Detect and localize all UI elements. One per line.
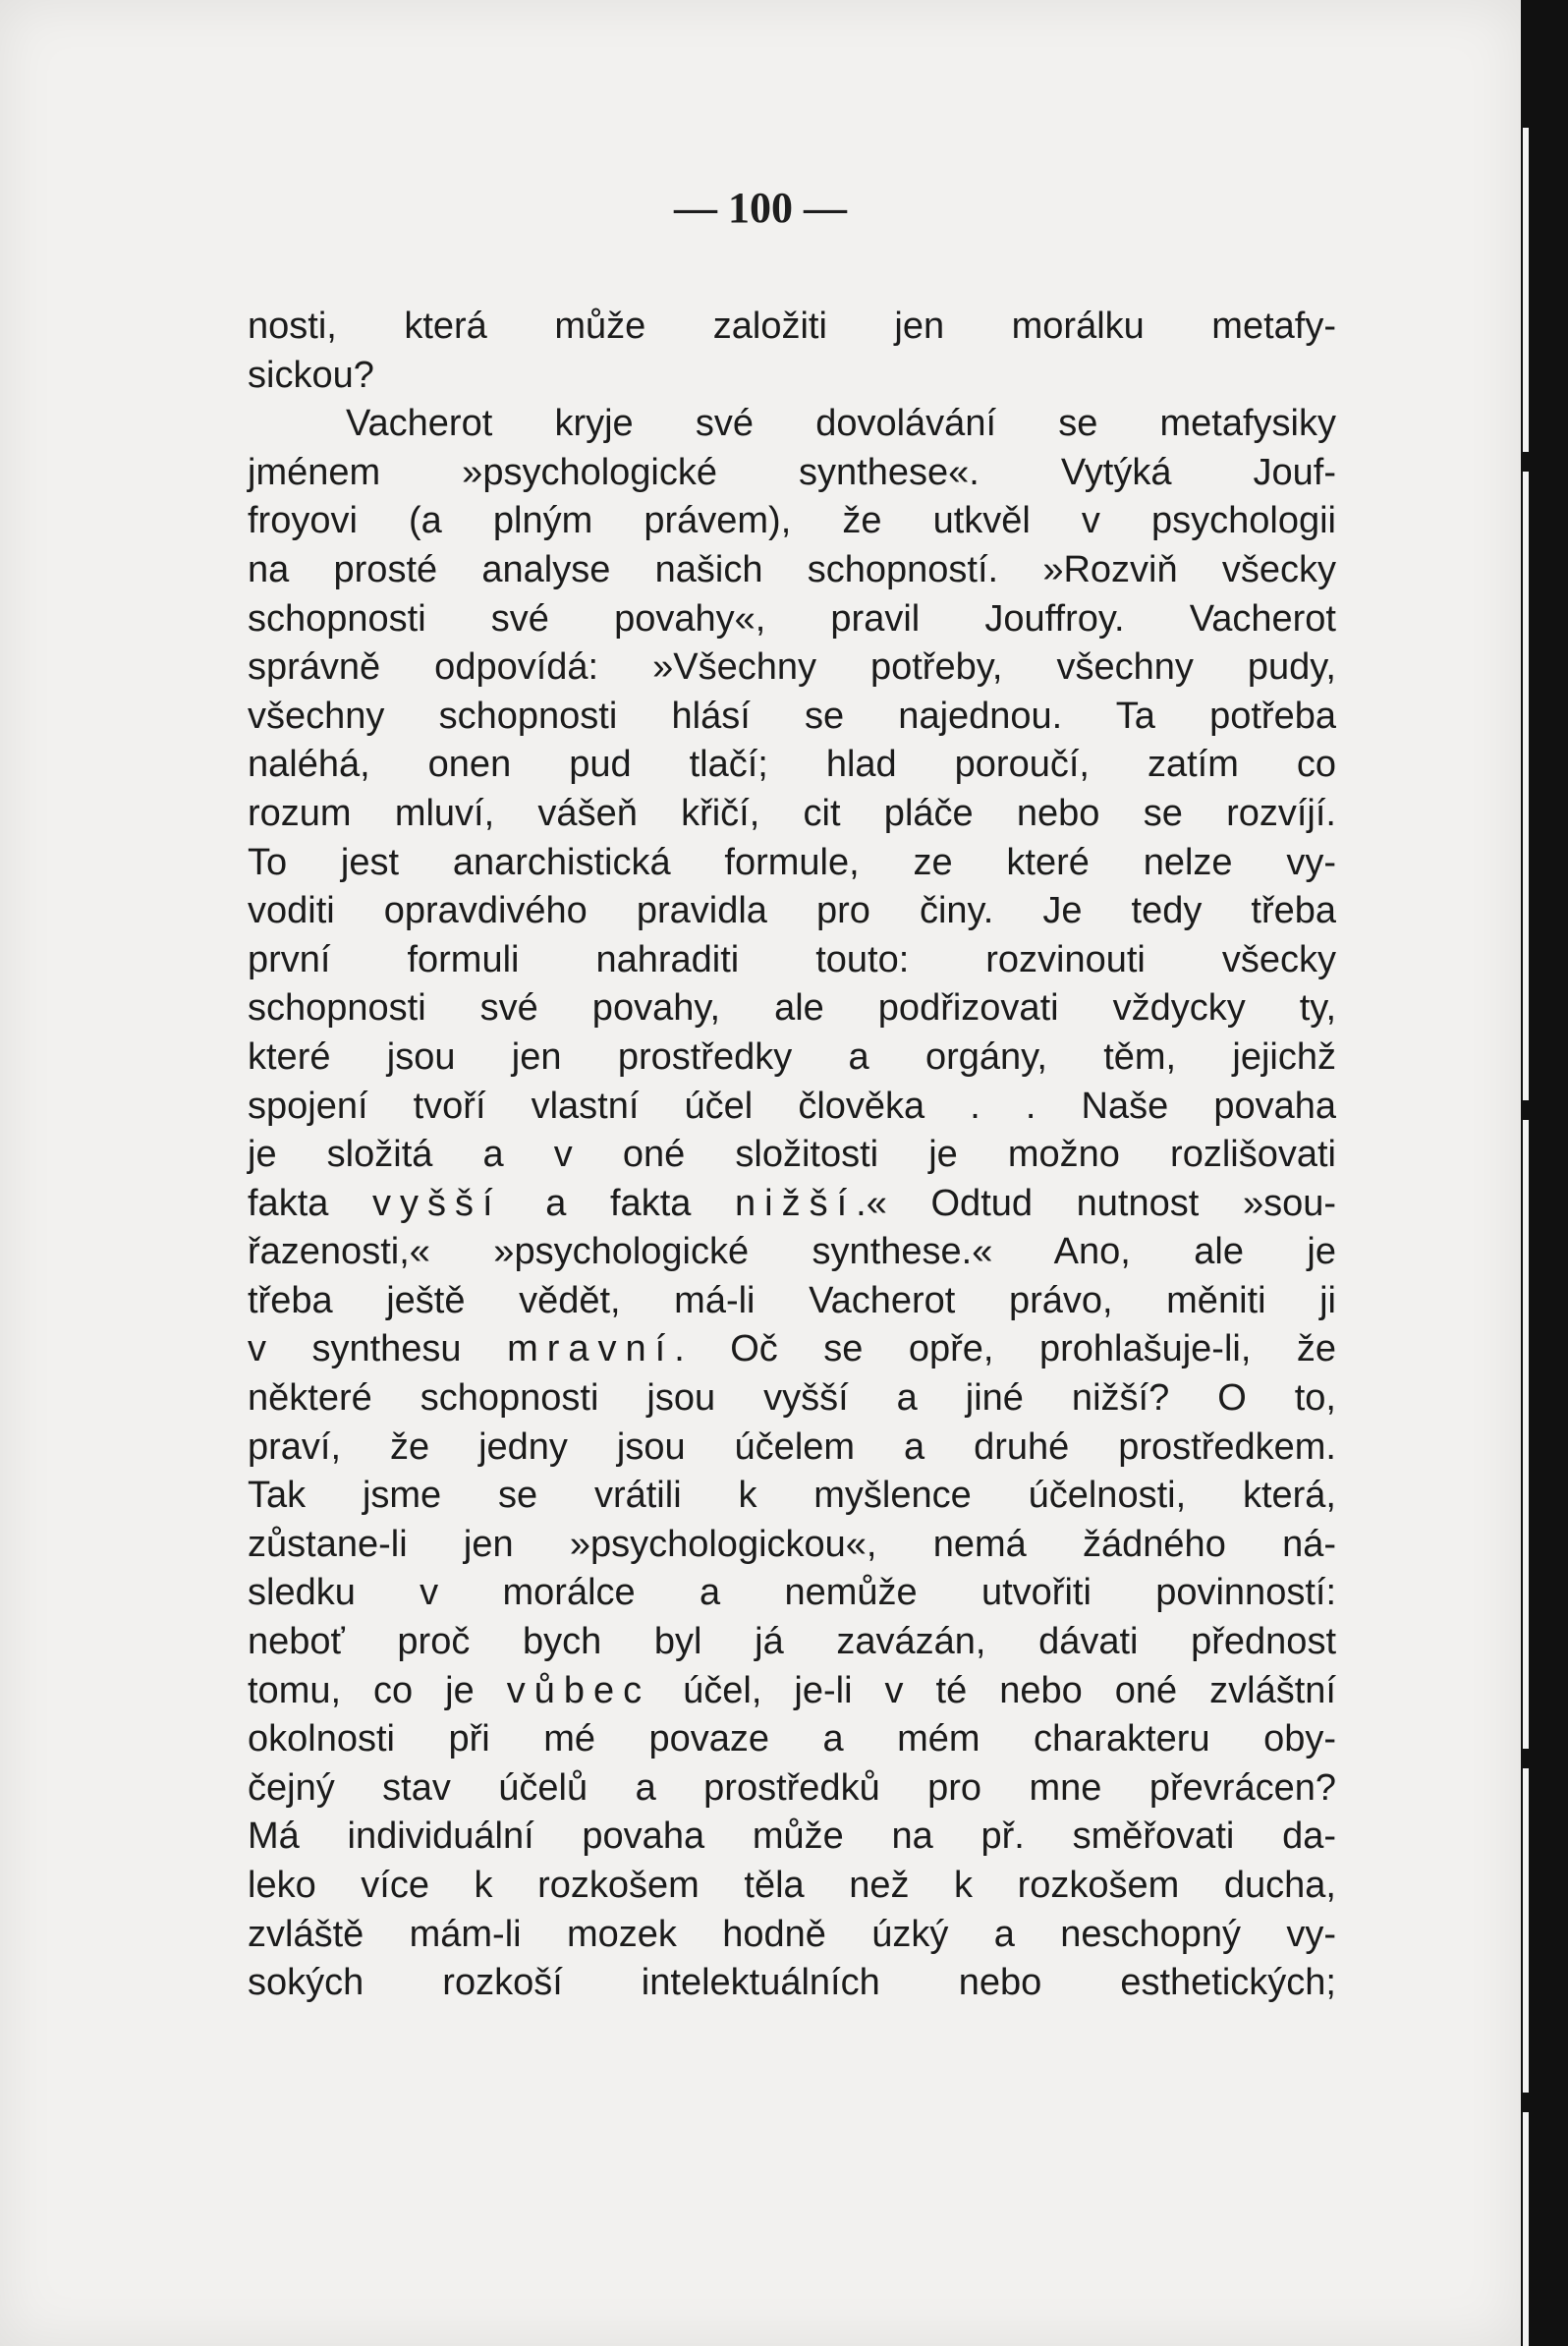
text-line: Tak jsme se vrátili k myšlence účelnosti, která, <box>248 1475 1336 1517</box>
text-run: .« Odtud nutnost »sou- <box>856 1182 1336 1224</box>
text-line: naléhá, onen pud tlačí; hlad poroučí, zatím co <box>248 744 1336 786</box>
text-line: na prosté analyse našich schopností. »Rozviň všecky <box>248 548 1336 590</box>
text-line: třeba ještě vědět, má-li Vacherot právo, měniti ji <box>248 1279 1336 1321</box>
text-run: a fakta <box>545 1182 692 1224</box>
text-line: které jsou jen prostředky a orgány, těm, jejichž <box>248 1035 1336 1078</box>
text-line <box>248 1180 1336 1229</box>
text-line: zůstane-li jen »psychologickou«, nemá žádného ná- <box>248 1523 1336 1565</box>
text-line: řazenosti,« »psychologické synthese.« Ano, ale je <box>248 1231 1336 1273</box>
text-line: sledku v morálce a nemůže utvořiti povinností: <box>248 1572 1336 1614</box>
text-line: správně odpovídá: »Všechny potřeby, všechny pudy, <box>248 646 1336 689</box>
text-line: sickou? <box>248 354 374 396</box>
text-line: čejný stav účelů a prostředků pro mne převrácen? <box>248 1766 1336 1809</box>
text-line: Má individuální povaha může na př. směřovati da- <box>248 1815 1336 1858</box>
text-line: leko více k rozkošem těla než k rozkošem ducha, <box>248 1865 1336 1906</box>
text-line: voditi opravdivého pravidla pro činy. Je tedy třeba <box>248 890 1336 932</box>
text-line: sokých rozkoší intelektuálních nebo esthetických; <box>248 1962 1336 2004</box>
text-line: rozum mluví, vášeň křičí, cit pláče nebo se rozvíjí. <box>248 792 1336 834</box>
text-line: některé schopnosti jsou vyšší a jiné nižší? O to, <box>248 1377 1336 1420</box>
body-text <box>248 303 1336 2008</box>
scan-edge-line <box>1523 472 1529 1100</box>
text-line: To jest anarchistická formule, ze které nelze vy- <box>248 841 1336 883</box>
emphasized-word: nižší <box>735 1182 857 1224</box>
text-line: neboť proč bych byl já zavázán, dávati přednost <box>248 1621 1336 1663</box>
text-line: okolnosti při mé povaze a mém charakteru oby- <box>248 1718 1336 1760</box>
emphasized-word: mravní <box>507 1328 675 1370</box>
text-line: je složitá a v oné složitosti je možno rozlišovati <box>248 1134 1336 1176</box>
text-run: v synthesu <box>248 1328 462 1370</box>
text-line: schopnosti své povahy, ale podřizovati vždycky ty, <box>248 987 1336 1030</box>
text-line: Vacherot kryje své dovolávání se metafysiky <box>346 403 1336 445</box>
text-run: tomu, co je <box>248 1669 475 1711</box>
text-line: zvláště mám-li mozek hodně úzký a neschopný vy- <box>248 1913 1336 1955</box>
scan-edge-line <box>1523 128 1529 452</box>
text-line: všechny schopnosti hlásí se najednou. Ta potřeba <box>248 695 1336 737</box>
text-line <box>248 1325 1336 1374</box>
text-line: froyovi (a plným právem), že utkvěl v psychologii <box>248 500 1336 542</box>
text-line: spojení tvoří vlastní účel člověka . . Naše povaha <box>248 1085 1336 1127</box>
text-line: praví, že jedny jsou účelem a druhé prostředkem. <box>248 1425 1336 1468</box>
text-line <box>248 1667 1336 1716</box>
emphasized-word: vyšší <box>372 1182 502 1224</box>
emphasized-word: vůbec <box>506 1669 651 1711</box>
page-number: — 100 — <box>674 184 847 232</box>
text-line: jménem »psychologické synthese«. Vytýká Jouf- <box>248 451 1336 493</box>
text-run: . Oč se opře, prohlašuje-li, že <box>674 1328 1337 1370</box>
text-run: fakta <box>248 1182 329 1224</box>
scan-edge-line <box>1523 2112 1529 2346</box>
text-line: schopnosti své povahy«, pravil Jouffroy. Vacherot <box>248 597 1336 640</box>
text-line: nosti, která může založiti jen morálku metafy- <box>248 306 1336 347</box>
text-line: první formuli nahraditi touto: rozvinouti všecky <box>248 938 1336 980</box>
scan-edge-line <box>1523 1768 1529 2093</box>
scan-edge-line <box>1523 1120 1529 1749</box>
text-run: účel, je-li v té nebo oné zvláštní <box>683 1669 1336 1711</box>
